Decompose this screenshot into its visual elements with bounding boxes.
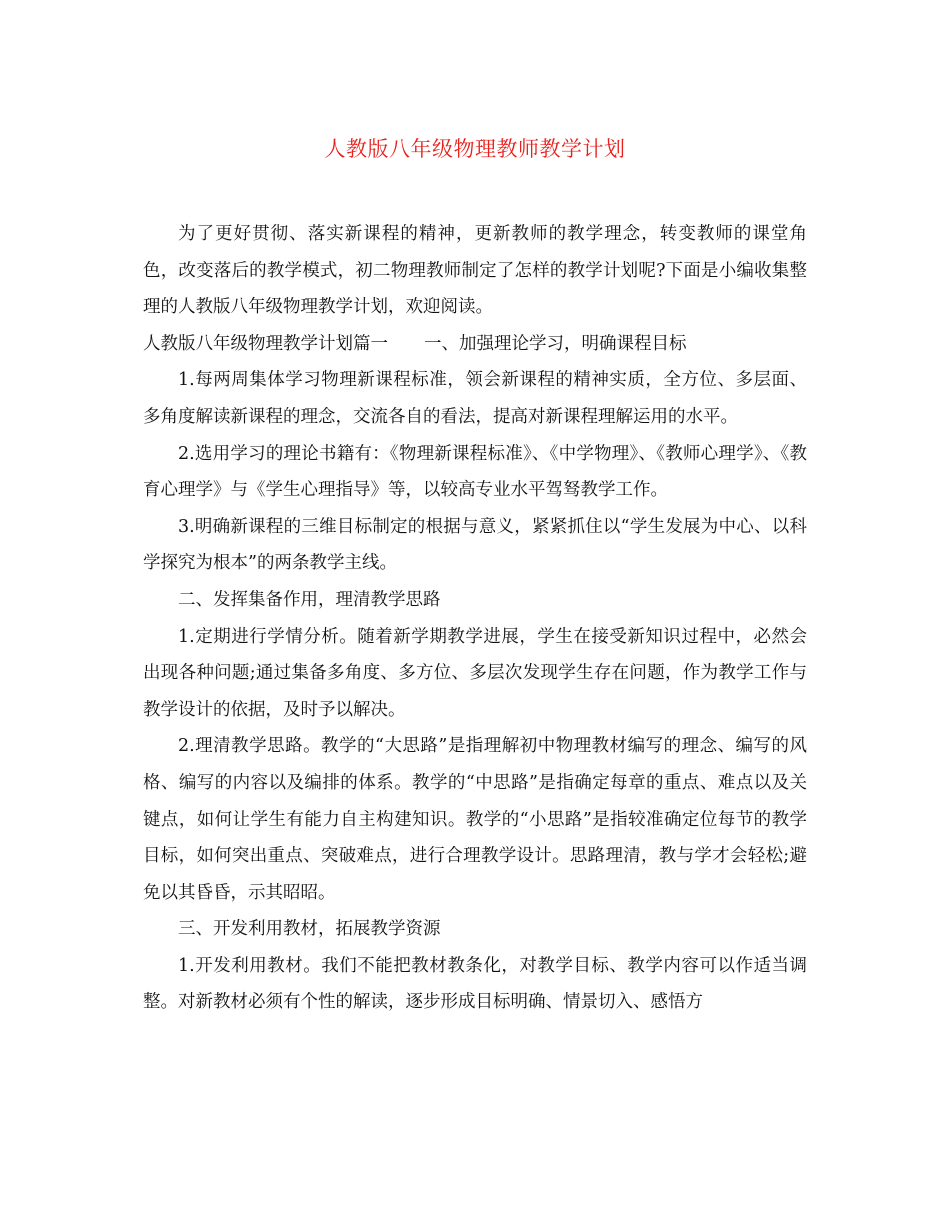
section-3-item-1: 1.开发利用教材。我们不能把教材教条化，对教学目标、教学内容可以作适当调整。对新教材必须有个性的解读，逐步形成目标明确、情景切入、感悟方 xyxy=(143,955,807,1013)
section-1-item-1: 1.每两周集体学习物理新课程标准，领会新课程的精神实质，全方位、多层面、多角度解读新课程的理念，交流各自的看法，提高对新课程理解运用的水平。 xyxy=(143,370,807,427)
intro-paragraph: 为了更好贯彻、落实新课程的精神，更新教师的教学理念，转变教师的课堂角色，改变落后的教学模式，初二物理教师制定了怎样的教学计划呢?下面是小编收集整理的人教版八年级物理教学计划，欢迎阅读。 xyxy=(143,224,807,318)
section-2-item-2: 2.理清教学思路。教学的“大思路”是指理解初中物理教材编写的理念、编写的风格、编写的内容以及编排的体系。教学的“中思路”是指确定每章的重点、难点以及关键点，如何让学生有能力自主构建知识。教学的“小思路”是指较准确定位每节的教学目标，如何突出重点、突破难点，进行合理教学设计。思路理清，教与学才会轻松;避免以其昏昏，示其昭昭。 xyxy=(143,736,807,903)
section-1-heading: 一、加强理论学习，明确课程目标 xyxy=(424,333,687,354)
section-1-item-3: 3.明确新课程的三维目标制定的根据与意义，紧紧抓住以“学生发展为中心、以科学探究为根本”的两条教学主线。 xyxy=(143,516,807,574)
section-1-item-2: 2.选用学习的理论书籍有：《物理新课程标准》、《中学物理》、《教师心理学》、《教育心理学》与《学生心理指导》等，以较高专业水平驾驽教学工作。 xyxy=(143,443,807,501)
section-3-heading: 三、开发利用教材，拓展教学资源 xyxy=(178,919,441,940)
section-2-item-1: 1.定期进行学情分析。随着新学期教学进展，学生在接受新知识过程中，必然会出现各种问题;通过集备多角度、多方位、多层次发现学生存在问题，作为教学工作与教学设计的依据，及时予以解决。 xyxy=(143,626,807,720)
section-2-heading: 二、发挥集备作用，理清教学思路 xyxy=(178,589,441,610)
document-title: 人教版八年级物理教师教学计划 xyxy=(324,137,626,161)
document-body xyxy=(143,216,807,1021)
chapter-line xyxy=(143,326,807,363)
chapter-label: 人教版八年级物理教学计划篇一 xyxy=(143,333,388,354)
